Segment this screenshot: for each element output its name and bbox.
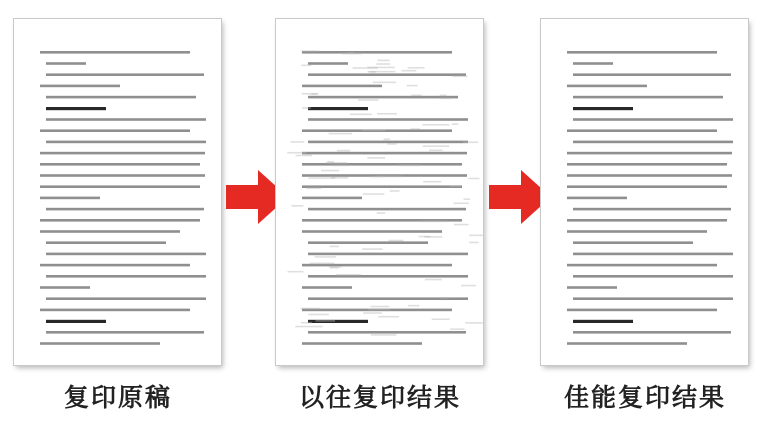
text-line [567, 342, 687, 345]
noise-speck [368, 309, 390, 311]
document-text-lines [276, 19, 483, 365]
text-line [40, 174, 205, 177]
text-line [40, 342, 160, 345]
noise-speck [461, 285, 476, 287]
noise-speck [301, 50, 319, 52]
text-line [46, 331, 204, 334]
text-line [46, 275, 206, 278]
text-line [302, 85, 382, 88]
noise-speck [329, 266, 342, 268]
noise-speck [368, 71, 396, 73]
noise-speck [469, 235, 483, 237]
text-line [573, 297, 733, 300]
text-line [46, 141, 206, 144]
text-line [567, 51, 717, 54]
text-line [567, 264, 717, 267]
noise-speck [288, 271, 304, 273]
noise-speck [370, 306, 389, 308]
text-line [573, 320, 633, 323]
noise-speck [465, 322, 483, 324]
caption-canon: 佳能复印结果 [563, 383, 726, 412]
text-line [567, 85, 647, 88]
noise-speck [296, 155, 312, 157]
noise-speck [450, 328, 464, 330]
noise-speck [423, 181, 441, 183]
noise-speck [369, 176, 381, 178]
text-line [573, 96, 723, 99]
text-line [573, 331, 731, 334]
noise-speck [302, 107, 311, 109]
text-line [567, 152, 732, 155]
text-line [40, 286, 90, 289]
noise-speck [384, 138, 390, 140]
noise-speck [308, 177, 335, 179]
text-line [46, 208, 204, 211]
noise-speck [419, 236, 431, 238]
text-line [567, 309, 717, 312]
noise-speck [291, 205, 303, 207]
text-line [567, 197, 627, 200]
noise-speck [463, 141, 479, 143]
text-line [302, 230, 442, 233]
noise-speck [440, 98, 454, 100]
text-line [573, 253, 733, 256]
noise-speck [377, 60, 389, 62]
document-canon-copy [541, 19, 748, 365]
noise-speck [376, 63, 390, 65]
text-line [308, 96, 458, 99]
noise-speck [327, 161, 334, 163]
text-line [573, 118, 733, 121]
noise-speck [452, 123, 459, 125]
noise-speck [363, 312, 382, 314]
noise-speck [398, 165, 421, 167]
text-line [573, 107, 633, 110]
noise-speck [410, 128, 420, 130]
noise-speck [329, 133, 352, 135]
noise-speck [321, 170, 339, 172]
noise-speck [422, 124, 449, 126]
text-line [308, 62, 348, 65]
noise-speck [432, 318, 450, 320]
text-line [567, 185, 727, 188]
noise-speck [308, 314, 329, 316]
noise-speck [373, 82, 396, 84]
noise-speck [329, 246, 338, 248]
text-line [308, 73, 466, 76]
noise-speck [408, 305, 419, 307]
text-line [308, 275, 468, 278]
text-line [302, 185, 462, 188]
noise-speck [378, 176, 402, 178]
text-line [46, 73, 204, 76]
text-line [573, 208, 731, 211]
text-line [308, 331, 466, 334]
noise-speck [440, 95, 447, 97]
noise-speck [377, 113, 397, 115]
noise-speck [440, 297, 449, 299]
document-text-lines [14, 19, 221, 365]
noise-speck [450, 185, 461, 187]
noise-speck [302, 93, 319, 95]
text-line [308, 141, 468, 144]
text-line [567, 286, 617, 289]
text-line [40, 85, 120, 88]
noise-speck [420, 220, 447, 222]
text-line [567, 174, 732, 177]
text-line [40, 309, 190, 312]
noise-speck [337, 150, 350, 152]
noise-speck [290, 141, 304, 143]
noise-speck [301, 322, 312, 324]
caption-original: 复印原稿 [63, 383, 172, 412]
text-line [308, 241, 428, 244]
document-text-lines [541, 19, 748, 365]
noise-speck [390, 190, 400, 192]
text-line [573, 62, 613, 65]
noise-speck [378, 316, 399, 318]
text-line [40, 219, 200, 222]
noise-speck [454, 224, 469, 226]
text-line [573, 141, 733, 144]
noise-speck [407, 85, 418, 87]
text-line [46, 241, 166, 244]
noise-speck [389, 240, 404, 242]
noise-speck [423, 145, 449, 147]
text-line [302, 286, 352, 289]
text-line [40, 129, 190, 132]
text-line [46, 96, 196, 99]
noise-speck [454, 202, 469, 204]
noise-speck [387, 143, 396, 145]
noise-speck [362, 129, 385, 131]
noise-speck [301, 308, 320, 310]
text-line [46, 253, 206, 256]
text-line [302, 197, 362, 200]
noise-speck [362, 248, 382, 250]
noise-speck [301, 65, 311, 67]
text-line [302, 152, 467, 155]
noise-speck [425, 279, 442, 281]
text-line [46, 118, 206, 121]
noise-speck [377, 212, 386, 214]
noise-speck [336, 274, 361, 276]
text-line [308, 208, 466, 211]
text-line [308, 253, 468, 256]
noise-speck [453, 75, 468, 77]
text-line [573, 73, 731, 76]
noise-speck [367, 67, 394, 69]
noise-speck [363, 193, 384, 195]
text-line [40, 152, 205, 155]
noise-speck [358, 99, 378, 101]
text-line [302, 342, 422, 345]
document-original [14, 19, 221, 365]
noise-speck [332, 165, 349, 167]
noise-speck [411, 95, 421, 97]
noise-speck [401, 70, 416, 72]
noise-speck [350, 114, 372, 116]
text-line [40, 197, 100, 200]
text-line [308, 118, 468, 121]
noise-speck [287, 152, 306, 154]
text-line [302, 264, 452, 267]
noise-speck [469, 242, 478, 244]
noise-speck [464, 198, 471, 200]
text-line [40, 163, 200, 166]
noise-speck [315, 256, 336, 258]
text-line [46, 297, 206, 300]
text-line [573, 275, 733, 278]
noise-speck [310, 263, 335, 265]
text-line [46, 320, 106, 323]
noise-speck [306, 187, 321, 189]
noise-speck [367, 157, 385, 159]
text-line [40, 185, 200, 188]
noise-speck [429, 150, 443, 152]
text-line [308, 107, 368, 110]
text-line [567, 163, 727, 166]
text-line [567, 230, 707, 233]
text-line [46, 107, 106, 110]
text-line [567, 219, 727, 222]
text-line [40, 51, 190, 54]
caption-previous: 以往复印结果 [298, 383, 461, 412]
noise-speck [315, 320, 335, 322]
text-line [46, 62, 86, 65]
noise-speck [347, 52, 354, 54]
text-line [302, 51, 452, 54]
noise-speck [468, 178, 479, 180]
noise-speck [408, 67, 425, 69]
noise-speck [295, 326, 322, 328]
text-line [40, 264, 190, 267]
text-line [567, 129, 717, 132]
text-line [40, 230, 180, 233]
noise-speck [371, 334, 396, 336]
text-line [573, 241, 693, 244]
document-previous-copy [276, 19, 483, 365]
